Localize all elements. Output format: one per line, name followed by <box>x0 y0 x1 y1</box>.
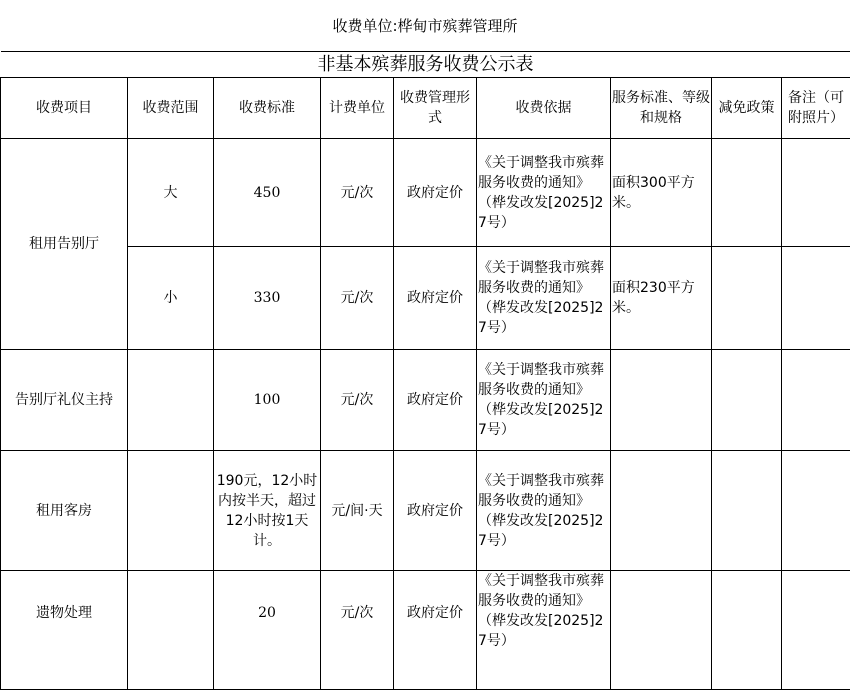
cell-standard: 面积230平方米。 <box>611 247 712 350</box>
column-header-relief: 减免政策 <box>712 78 782 139</box>
cell-standard: 面积300平方米。 <box>611 139 712 247</box>
fee-unit-label: 收费单位:桦甸市殡葬管理所 <box>0 16 850 36</box>
cell-basis: 《关于调整我市殡葬服务收费的通知》（桦发改发[2025]27号） <box>477 451 611 571</box>
cell-scope <box>128 350 214 451</box>
cell-price: 190元，12小时内按半天，超过12小时按1天计。 <box>214 451 321 571</box>
cell-scope <box>128 571 214 690</box>
column-header-remark: 备注（可附照片） <box>782 78 850 139</box>
column-header-standard: 服务标准、等级和规格 <box>611 78 712 139</box>
column-header-price: 收费标准 <box>214 78 321 139</box>
cell-management: 政府定价 <box>394 247 477 350</box>
cell-relief <box>712 247 782 350</box>
cell-management: 政府定价 <box>394 571 477 690</box>
column-header-scope: 收费范围 <box>128 78 214 139</box>
cell-basis: 《关于调整我市殡葬服务收费的通知》（桦发改发[2025]27号） <box>477 139 611 247</box>
table-row <box>1 451 850 571</box>
cell-standard <box>611 350 712 451</box>
cell-management: 政府定价 <box>394 451 477 571</box>
cell-unit: 元/次 <box>321 139 394 247</box>
table-title: 非基本殡葬服务收费公示表 <box>1 52 850 78</box>
cell-relief <box>712 451 782 571</box>
cell-unit: 元/次 <box>321 247 394 350</box>
cell-remark <box>782 247 850 350</box>
cell-price: 20 <box>214 571 321 690</box>
table-row <box>1 139 850 247</box>
cell-price: 100 <box>214 350 321 451</box>
cell-basis: 《关于调整我市殡葬服务收费的通知》（桦发改发[2025]27号） <box>477 247 611 350</box>
cell-item: 遗物处理 <box>1 571 128 690</box>
cell-remark <box>782 139 850 247</box>
cell-remark <box>782 350 850 451</box>
cell-standard <box>611 451 712 571</box>
table-header-row <box>1 78 850 139</box>
table-row <box>1 350 850 451</box>
cell-unit: 元/次 <box>321 350 394 451</box>
cell-unit: 元/次 <box>321 571 394 690</box>
table-row <box>1 571 850 690</box>
cell-scope: 小 <box>128 247 214 350</box>
cell-basis: 《关于调整我市殡葬服务收费的通知》（桦发改发[2025]27号） <box>477 571 611 690</box>
column-header-unit: 计费单位 <box>321 78 394 139</box>
fee-table <box>0 51 850 690</box>
cell-relief <box>712 350 782 451</box>
cell-item: 租用告别厅 <box>1 139 128 350</box>
cell-remark <box>782 451 850 571</box>
cell-management: 政府定价 <box>394 350 477 451</box>
column-header-management: 收费管理形式 <box>394 78 477 139</box>
cell-price: 450 <box>214 139 321 247</box>
table-title-row <box>1 52 850 78</box>
column-header-item: 收费项目 <box>1 78 128 139</box>
cell-item: 租用客房 <box>1 451 128 571</box>
cell-price: 330 <box>214 247 321 350</box>
cell-remark <box>782 571 850 690</box>
table-row <box>1 247 850 350</box>
cell-item: 告别厅礼仪主持 <box>1 350 128 451</box>
cell-basis: 《关于调整我市殡葬服务收费的通知》（桦发改发[2025]27号） <box>477 350 611 451</box>
column-header-basis: 收费依据 <box>477 78 611 139</box>
cell-scope: 大 <box>128 139 214 247</box>
cell-relief <box>712 139 782 247</box>
cell-relief <box>712 571 782 690</box>
cell-standard <box>611 571 712 690</box>
cell-unit: 元/间·天 <box>321 451 394 571</box>
cell-management: 政府定价 <box>394 139 477 247</box>
cell-scope <box>128 451 214 571</box>
